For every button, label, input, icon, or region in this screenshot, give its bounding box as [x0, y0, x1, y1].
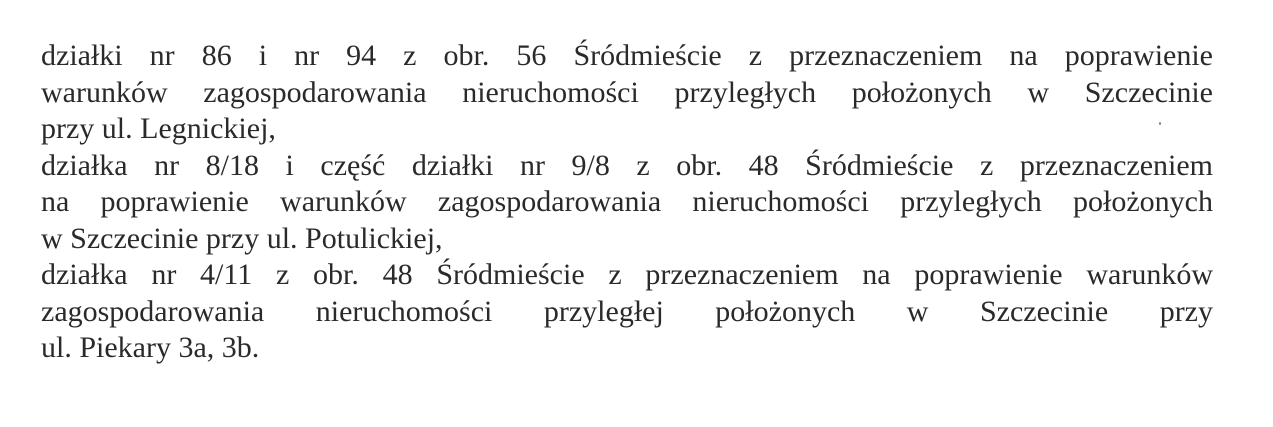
scan-speck	[1159, 122, 1161, 125]
text-line: ul. Piekary 3a, 3b.	[41, 331, 260, 364]
text-line: w Szczecinie przy ul. Potulickiej,	[41, 221, 443, 255]
text-line: działki nr 86 i nr 94 z obr. 56 Śródmieście z przeznaczeniem na poprawienie	[41, 39, 1213, 72]
text-line: warunków zagospodarowania nieruchomości przyległych położonych w Szczecinie	[41, 75, 1213, 109]
text-line: na poprawienie warunków zagospodarowania nieruchomości przyległych położonych	[41, 185, 1213, 218]
text-line: działka nr 4/11 z obr. 48 Śródmieście z przeznaczeniem na poprawienie warunków	[41, 258, 1213, 291]
text-line: przy ul. Legnickiej,	[41, 112, 276, 145]
document-text-block	[41, 38, 1213, 367]
text-line: zagospodarowania nieruchomości przyległej położonych w Szczecinie przy	[41, 294, 1213, 328]
text-line: działka nr 8/18 i część działki nr 9/8 z obr. 48 Śródmieście z przeznaczeniem	[41, 148, 1213, 182]
